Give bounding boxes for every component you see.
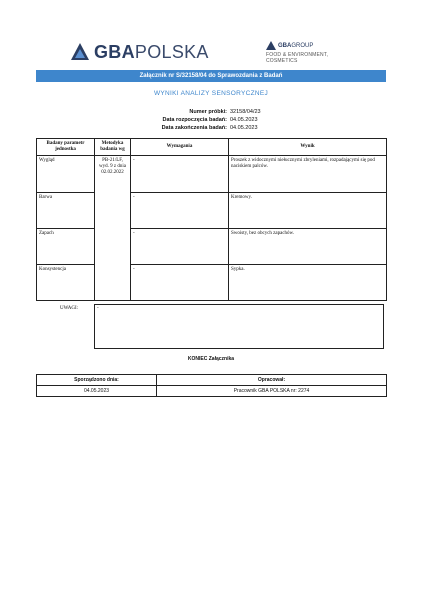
row-result: Kremowy.	[229, 193, 387, 229]
row-result: Proszek z widocznymi niełucznymi zbryleniami, rozpadającymi się pod naciskiem palców.	[229, 156, 387, 193]
row-requirement: -	[131, 265, 229, 301]
method-cell: PB-21/LF, wyd. 9 z dnia 02.02.2022	[95, 156, 131, 301]
end-date-label: Data zakończenia badań:	[161, 125, 227, 131]
end-date-value: 04.05.2023	[230, 125, 258, 131]
logo-text: GBAPOLSKA	[94, 41, 209, 62]
remarks-box: -	[94, 304, 384, 349]
gba-triangle-logo-icon	[70, 42, 90, 62]
sample-number-value: 32158/04/23	[230, 109, 261, 115]
gba-group-logo	[266, 41, 376, 64]
start-date-value: 04.05.2023	[230, 117, 258, 123]
row-param: Konsystencja	[37, 265, 95, 301]
row-requirement: -	[131, 193, 229, 229]
row-requirement: -	[131, 229, 229, 265]
row-requirement: -	[131, 156, 229, 193]
prepared-date-label: Sporządzono dnia:	[37, 375, 157, 386]
row-param: Barwa	[37, 193, 95, 229]
author-value: Pracownik GBA POLSKA nr: 2274	[157, 386, 387, 397]
row-result: Sypka.	[229, 265, 387, 301]
table-row	[37, 193, 387, 229]
remarks-label: UWAGI:	[60, 306, 79, 311]
sample-meta	[120, 108, 320, 132]
header-method: Metodyka badania wg	[95, 139, 131, 156]
table-row	[37, 229, 387, 265]
end-of-annex: KONIEC Załącznika	[187, 356, 235, 362]
gba-group-mark-icon	[266, 41, 276, 50]
results-table	[36, 138, 387, 301]
table-row	[37, 156, 387, 193]
section-title: WYNIKI ANALIZY SENSORYCZNEJ	[153, 90, 269, 97]
sample-number-label: Numer próbki:	[189, 109, 227, 115]
header-param: Badany parametr jednostka	[37, 139, 95, 156]
gba-polska-logo	[70, 40, 209, 64]
table-row	[37, 265, 387, 301]
prepared-date-value: 04.05.2023	[37, 386, 157, 397]
header-requirements: Wymagania	[131, 139, 229, 156]
group-tagline: FOOD & ENVIRONMENT, COSMETICS	[266, 52, 329, 64]
author-label: Opracował:	[157, 375, 387, 386]
signature-table	[36, 374, 387, 397]
group-name: GBAGROUP	[278, 42, 314, 49]
annex-banner: Załącznik nr S/32158/04 do Sprawozdania z Badań	[36, 70, 386, 82]
start-date-label: Data rozpoczęcia badań:	[162, 117, 227, 123]
row-param: Zapach	[37, 229, 95, 265]
row-param: Wygląd	[37, 156, 95, 193]
row-result: Swoisty, bez obcych zapachów.	[229, 229, 387, 265]
header-result: Wynik	[229, 139, 387, 156]
